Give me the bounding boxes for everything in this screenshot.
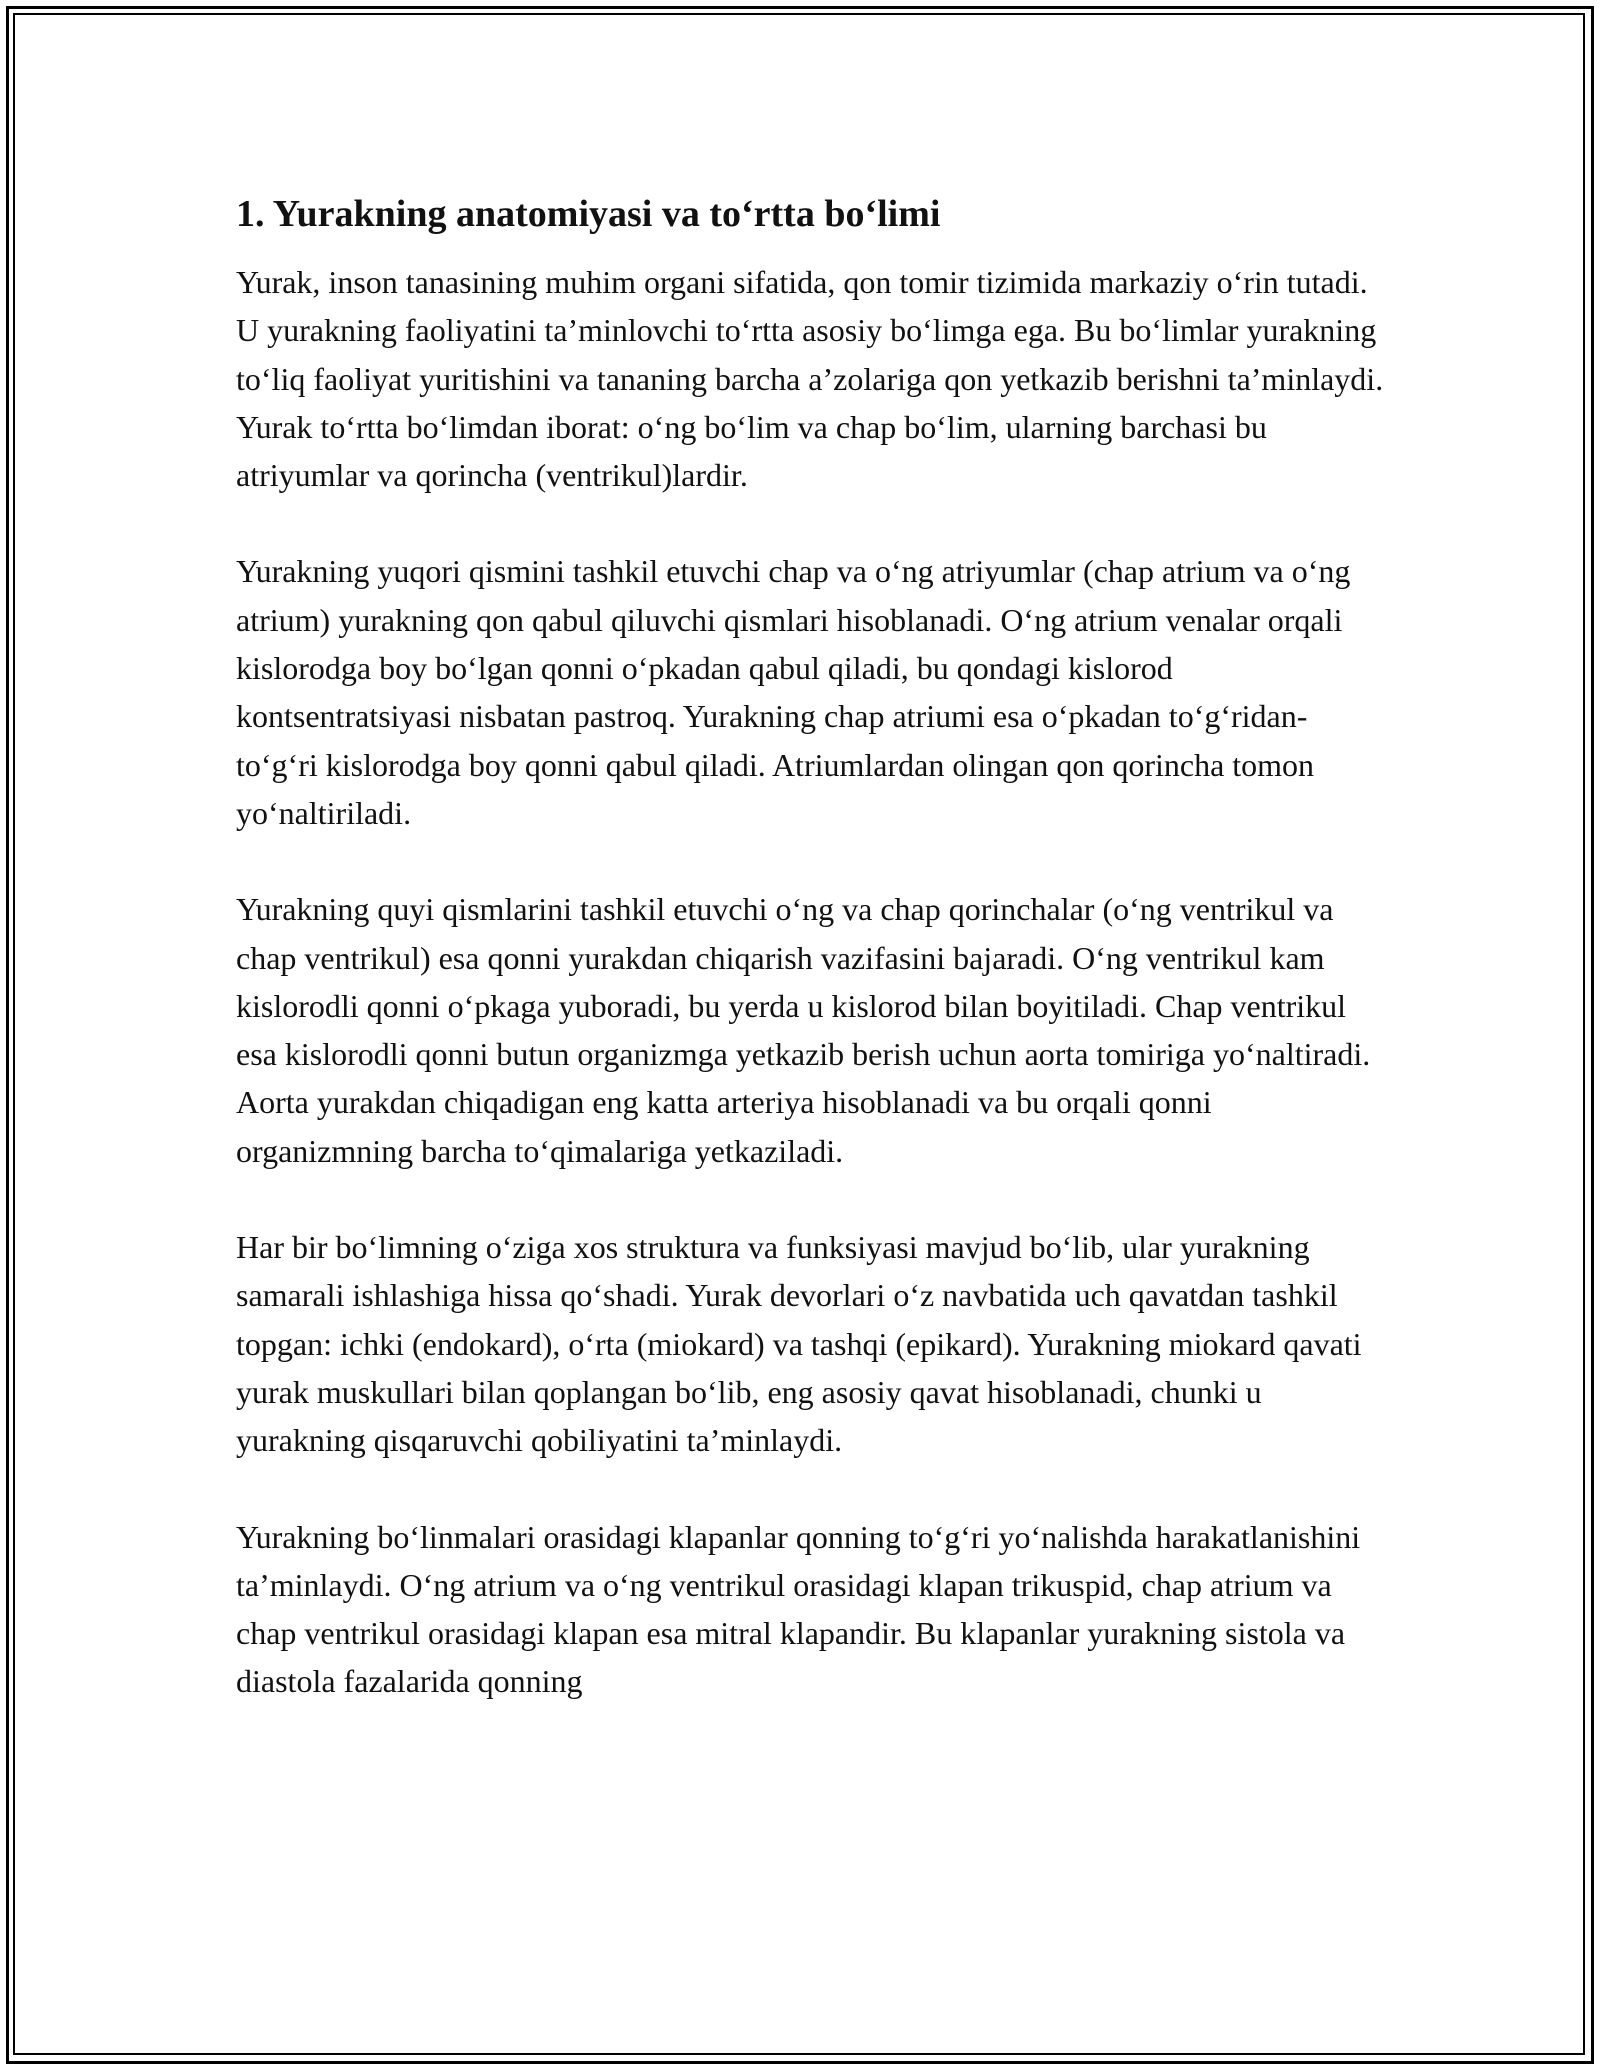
section-heading: 1. Yurakning anatomiyasi va to‘rtta bo‘limi [236,193,941,235]
paragraph-2: Yurakning yuqori qismini tashkil etuvchi chap va o‘ng atriyumlar (chap atrium va o‘ng atrium) yurakning qon qabul qiluvchi qismlari hisoblanadi. O‘ng atrium venalar orqali kislorodga boy bo‘lgan qonni o‘pkadan qabul qiladi, bu qondagi kislorod kontsentratsiyasi nisbatan pastroq. Yurakning chap atriumi esa o‘pkadan to‘g‘ridan-to‘g‘ri kislorodga boy qonni qabul qiladi. Atriumlardan olingan qon qorincha tomon yo‘naltiriladi. [236,553,1351,831]
paragraph-4: Har bir bo‘limning o‘ziga xos struktura va funksiyasi mavjud bo‘lib, ular yurakning samarali ishlashiga hissa qo‘shadi. Yurak devorlari o‘z navbatida uch qavatdan tashkil topgan: ichki (endokard), o‘rta (miokard) va tashqi (epikard). Yurakning miokard qavati yurak muskullari bilan qoplangan bo‘lib, eng asosiy qavat hisoblanadi, chunki u yurakning qisqaruvchi qobiliyatini ta’minlaydi. [236,1229,1362,1459]
paragraph-5: Yurakning bo‘linmalari orasidagi klapanlar qonning to‘g‘ri yo‘nalishda harakatlanishini ta’minlaydi. O‘ng atrium va o‘ng ventrikul orasidagi klapan trikuspid, chap atrium va chap ventrikul orasidagi klapan esa mitral klapandir. Bu klapanlar yurakning sistola va diastola fazalarida qonning [236,1518,1361,1700]
paragraph-1: Yurak, inson tanasining muhim organi sifatida, qon tomir tizimida markaziy o‘rin tutadi. U yurakning faoliyatini ta’minlovchi to‘rtta asosiy bo‘limga ega. Bu bo‘limlar yurakning to‘liq faoliyat yuritishini va tananing barcha a’zolariga qon yetkazib berishni ta’minlaydi. Yurak to‘rtta bo‘limdan iborat: o‘ng bo‘lim va chap bo‘lim, ularning barchasi bu atriyumlar va qorincha (ventrikul)lardir. [236,264,1384,494]
paragraph-3: Yurakning quyi qismlarini tashkil etuvchi o‘ng va chap qorinchalar (o‘ng ventrikul va chap ventrikul) esa qonni yurakdan chiqarish vazifasini bajaradi. O‘ng ventrikul kam kislorodli qonni o‘pkaga yuboradi, bu yerda u kislorod bilan boyitiladi. Chap ventrikul esa kislorodli qonni butun organizmga yetkazib berish uchun aorta tomiriga yo‘naltiradi. Aorta yurakdan chiqadigan eng katta arteriya hisoblanadi va bu orqali qonni organizmning barcha to‘qimalariga yetkaziladi. [236,891,1371,1169]
document-body [236,188,1386,1754]
